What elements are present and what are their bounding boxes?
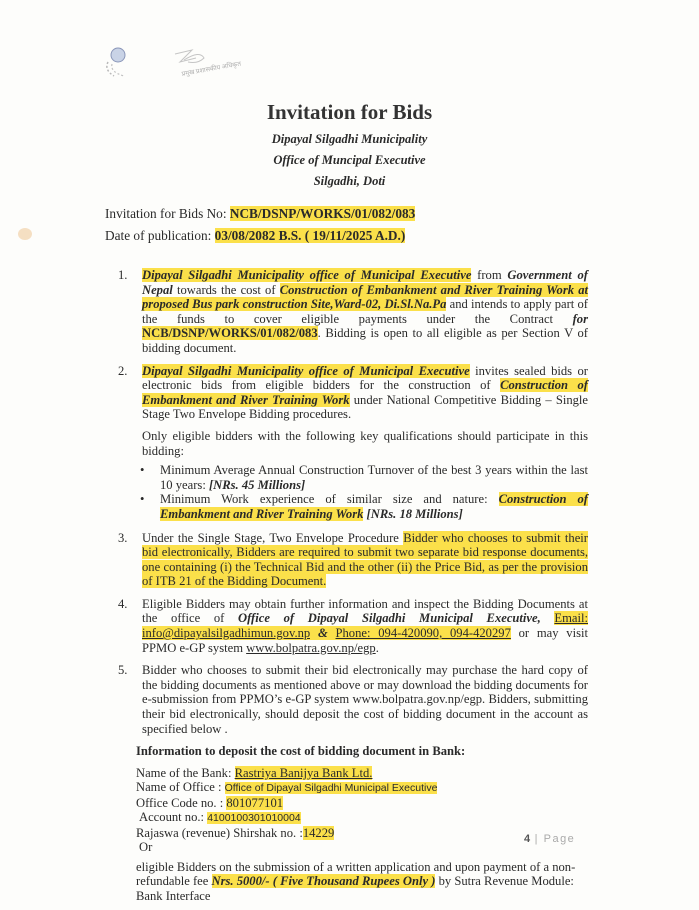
title-block bbox=[0, 100, 699, 192]
text: and intends to apply part of the funds to cover eligible payments under the Contract bbox=[142, 297, 588, 326]
text: for bbox=[572, 311, 588, 326]
clause-4 bbox=[118, 597, 588, 655]
office-name: Office of Muncipal Executive bbox=[273, 153, 426, 167]
clause-5 bbox=[118, 663, 588, 736]
experience-amount: [NRs. 18 Millions] bbox=[363, 506, 463, 521]
text: towards the cost of bbox=[172, 282, 280, 297]
text: Bidder who chooses to submit their bid electronically may purchase the hard copy of the bidding documents as mentioned above or may download the bidding documents for e-submission from PPMO’s e-GP system www.bolpatra.gov.np/egp. Bidders, submitting their bid electronically, should deposit the cost of bidding document in the account as specified below . bbox=[142, 663, 588, 736]
bullet-icon: • bbox=[140, 492, 145, 507]
office-code-row bbox=[136, 796, 588, 811]
fee-paragraph bbox=[136, 860, 591, 904]
highlighted-procedure: Bidder who chooses to submit their bid electronically, Bidders are required to submit two separate bid response documents, one containing (i) the Technical Bid and the other (ii) the Price Bid, as per the provision of ITB 21 of the Bidding Document. bbox=[142, 530, 588, 589]
org-name: Dipayal Silgadhi Municipality bbox=[271, 132, 428, 146]
bank-name: Rastriya Banijya Bank Ltd. bbox=[234, 765, 373, 780]
page-word: Page bbox=[543, 833, 576, 845]
bullet-icon: • bbox=[140, 463, 145, 478]
text: from bbox=[471, 268, 508, 282]
page-number bbox=[524, 833, 575, 845]
rajaswa-row bbox=[136, 826, 588, 841]
office-code: 801077101 bbox=[226, 795, 284, 810]
or-text: Or bbox=[139, 840, 153, 855]
stamp-emblem-icon bbox=[100, 40, 260, 90]
ifb-label: Invitation for Bids No: bbox=[105, 206, 230, 221]
clause-3 bbox=[118, 531, 588, 589]
page-title: Invitation for Bids bbox=[266, 100, 433, 124]
account-row bbox=[136, 810, 588, 826]
office-location: Silgadhi, Doti bbox=[313, 174, 386, 188]
bid-body bbox=[118, 268, 588, 903]
employer: Dipayal Silgadhi Municipality office of Municipal Executive bbox=[142, 268, 472, 282]
text: . bbox=[375, 640, 379, 655]
bank-info bbox=[136, 744, 588, 903]
clause-number: 2. bbox=[118, 363, 128, 378]
office-name-row bbox=[136, 780, 588, 796]
clause-1 bbox=[118, 268, 588, 356]
page-number-value: 4 bbox=[524, 833, 531, 845]
label: Account no.: bbox=[139, 810, 208, 825]
project-name: Construction of Embankment and River Training Work bbox=[142, 378, 588, 407]
text: Minimum Work experience of similar size and nature: bbox=[160, 492, 499, 507]
account-number: 4100100301010004 bbox=[207, 812, 301, 825]
rajaswa-number: 14229 bbox=[302, 825, 335, 840]
ifb-number: NCB/DSNP/WORKS/01/082/083 bbox=[229, 206, 416, 221]
office-name: Office of Dipayal Silgadhi Municipal Executive, bbox=[237, 611, 541, 626]
text: invites sealed bids or electronic bids from eligible bidders for the construction of bbox=[142, 363, 588, 393]
clause-2 bbox=[118, 364, 588, 459]
clause-number: 4. bbox=[118, 596, 128, 611]
employer: Dipayal Silgadhi Municipality office of Municipal Executive bbox=[142, 363, 470, 378]
bank-heading: Information to deposit the cost of bidding document in Bank: bbox=[136, 744, 466, 759]
text: Eligible Bidders may obtain further information and inspect the Bidding Documents at the office of bbox=[142, 596, 588, 626]
fee-amount: Nrs. 5000/- ( Five Thousand Rupees Only ) bbox=[211, 874, 436, 889]
label: Name of the Bank: bbox=[136, 765, 235, 780]
clause-number: 1. bbox=[118, 268, 128, 282]
egp-link[interactable]: www.bolpatra.gov.np/egp bbox=[246, 640, 376, 655]
qualification-experience bbox=[136, 492, 588, 521]
clause-number: 3. bbox=[118, 530, 128, 545]
text: Minimum Average Annual Construction Turnover of the best 3 years within the last 10 years: bbox=[160, 463, 588, 492]
text: & bbox=[310, 626, 336, 641]
text: Under the Single Stage, Two Envelope Procedure bbox=[142, 530, 404, 545]
phone-numbers: Phone: 094-420090, 094-420297 bbox=[335, 626, 511, 641]
text bbox=[541, 611, 555, 625]
text: . Bidding is open to all eligible as per Section V of bidding document. bbox=[142, 326, 588, 355]
label: Name of Office : bbox=[136, 780, 225, 795]
office-name: Office of Dipayal Silgadhi Municipal Executive bbox=[224, 782, 438, 795]
email-link[interactable]: Email: info@dipayalsilgadhimun.gov.np bbox=[142, 611, 588, 641]
turnover-amount: [NRs. 45 Millions] bbox=[208, 477, 306, 492]
bank-name-row bbox=[136, 766, 588, 781]
clause-number: 5. bbox=[118, 663, 128, 678]
funding-source: Government of Nepal bbox=[142, 268, 588, 297]
bid-meta bbox=[105, 203, 415, 247]
text: by Sutra Revenue Module: Bank Interface bbox=[136, 874, 574, 903]
date-label: Date of publication: bbox=[105, 228, 215, 243]
label: Office Code no. : bbox=[136, 795, 227, 810]
ifb-number-row bbox=[105, 203, 415, 225]
contract-number: NCB/DSNP/WORKS/01/082/083 bbox=[142, 326, 318, 341]
municipality-logo-stamp bbox=[100, 40, 260, 90]
qualification-intro: Only eligible bidders with the following key qualifications should participate in this bidding: bbox=[142, 428, 588, 458]
text: or may visit PPMO e-GP system bbox=[142, 626, 588, 655]
publication-date-row bbox=[105, 225, 415, 247]
project-name: Construction of Embankment and River Training Work bbox=[160, 492, 589, 521]
stamp-text: प्रमुख प्रशासकीय अधिकृत bbox=[181, 60, 242, 78]
qualification-turnover bbox=[136, 463, 588, 492]
text: eligible Bidders on the submission of a written application and upon payment of a non-refundable fee bbox=[136, 859, 576, 889]
project-name: Construction of Embankment and River Training Work at proposed Bus park construction Site,Ward-02, Di.Sl.Na.Pa bbox=[142, 282, 588, 312]
label: Rajaswa (revenue) Shirshak no. : bbox=[136, 825, 303, 840]
margin-stain bbox=[18, 228, 32, 240]
publication-date: 03/08/2082 B.S. ( 19/11/2025 A.D.) bbox=[214, 228, 406, 243]
separator: | bbox=[530, 833, 544, 845]
text: under National Competitive Bidding – Single Stage Two Envelope Bidding procedures. bbox=[142, 392, 589, 422]
